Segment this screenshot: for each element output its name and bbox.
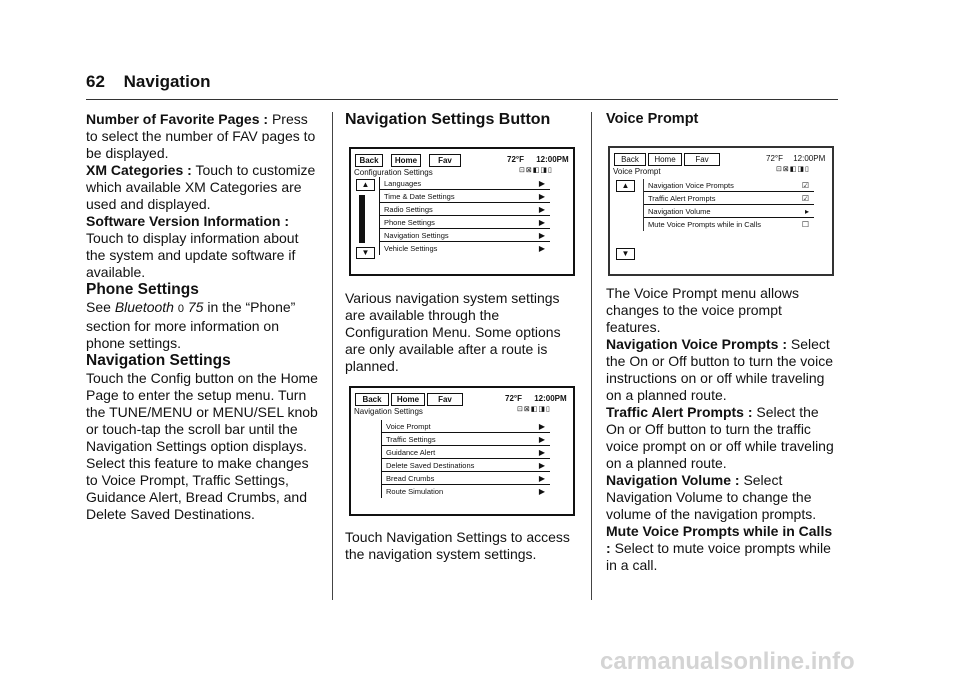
menu-item-label: Navigation Volume xyxy=(648,207,711,216)
traffic-alert-label: Traffic Alert Prompts : xyxy=(606,404,753,420)
column-2-text-1 xyxy=(345,290,577,375)
fav-button[interactable]: Fav xyxy=(684,153,720,166)
status-icons: ⊡⊠◧◨▯ xyxy=(517,406,551,413)
home-button[interactable]: Home xyxy=(391,154,421,167)
status-readout xyxy=(505,393,567,404)
software-version-label: Software Version Information : xyxy=(86,213,290,229)
chevron-right-icon: ▶ xyxy=(538,205,545,214)
menu-item-label: Route Simulation xyxy=(386,487,444,496)
nav-volume-desc: Select Navigation Volume to change the volume of the navigation prompts. xyxy=(606,472,817,522)
voice-prompt-intro: The Voice Prompt menu allows changes to the voice prompt features. xyxy=(606,285,799,335)
screen-title: Configuration Settings xyxy=(354,168,433,177)
menu-item[interactable] xyxy=(382,485,550,498)
clock: 12:00PM xyxy=(793,154,826,163)
mute-prompts-entry xyxy=(606,523,840,574)
nav-settings-button-heading: Navigation Settings Button xyxy=(345,111,551,128)
home-button[interactable]: Home xyxy=(391,393,425,406)
page-number: 62 xyxy=(86,72,105,91)
nav-voice-prompts-desc: Select the On or Off button to turn the voice instructions on or off while traveling on a planned route. xyxy=(606,336,833,403)
chevron-right-icon: ▶ xyxy=(538,474,545,483)
chevron-right-icon: ▶ xyxy=(538,192,545,201)
menu-item[interactable] xyxy=(382,459,550,472)
menu-item-label: Time & Date Settings xyxy=(384,192,455,201)
chevron-right-icon: ▶ xyxy=(538,179,545,188)
bluetooth-link[interactable]: Bluetooth xyxy=(114,299,174,315)
checkbox-unchecked-icon[interactable]: ☐ xyxy=(801,220,809,229)
temperature: 72°F xyxy=(507,155,524,164)
traffic-alert-desc: Select the On or Off button to turn the traffic voice prompt on or off while traveling on a planned route. xyxy=(606,404,834,471)
back-button[interactable]: Back xyxy=(355,154,383,167)
menu-item[interactable] xyxy=(644,192,814,205)
menu-item-label: Traffic Alert Prompts xyxy=(648,194,716,203)
column-3-heading-wrap xyxy=(606,111,838,127)
voice-prompt-menu xyxy=(643,179,814,231)
clock: 12:00PM xyxy=(534,394,567,403)
page-ref-symbol: 0 xyxy=(177,303,184,315)
phone-settings-text xyxy=(86,299,318,352)
phone-desc: in the “Phone” section for more information on phone settings. xyxy=(86,299,296,351)
status-icons: ⊡⊠◧◨▯ xyxy=(776,166,810,173)
fav-pages-desc: Press to select the number of FAV pages to be displayed. xyxy=(86,111,316,161)
back-button[interactable]: Back xyxy=(355,393,389,406)
chevron-right-icon: ▶ xyxy=(538,448,545,457)
menu-item[interactable] xyxy=(382,472,550,485)
menu-item-label: Navigation Voice Prompts xyxy=(648,181,734,190)
menu-item-label: Vehicle Settings xyxy=(384,244,438,253)
screen-title: Navigation Settings xyxy=(354,407,423,416)
menu-item-label: Radio Settings xyxy=(384,205,433,214)
menu-item[interactable] xyxy=(382,433,550,446)
column-1 xyxy=(86,111,318,523)
temperature: 72°F xyxy=(505,394,522,403)
chevron-right-icon: ▶ xyxy=(538,487,545,496)
scroll-bar[interactable] xyxy=(359,195,365,243)
config-menu-paragraph: Various navigation system settings are available through the Configuration Menu. Some options are only available after a route is planned. xyxy=(345,290,561,374)
navigation-settings-screenshot xyxy=(349,386,575,516)
status-icons: ⊡⊠◧◨▯ xyxy=(519,167,553,174)
chevron-right-icon: ▶ xyxy=(538,244,545,253)
mute-prompts-desc: Select to mute voice prompts while in a call. xyxy=(606,540,831,573)
menu-item-label: Voice Prompt xyxy=(386,422,431,431)
menu-item-label: Phone Settings xyxy=(384,218,435,227)
software-version-desc: Touch to display information about the system and update software if available. xyxy=(86,230,299,280)
column-2 xyxy=(345,111,577,129)
config-menu xyxy=(379,177,550,255)
page-header xyxy=(86,72,211,92)
nav-voice-prompts-entry xyxy=(606,336,840,404)
chevron-right-icon: ▶ xyxy=(538,218,545,227)
menu-item[interactable] xyxy=(380,203,550,216)
phone-settings-heading: Phone Settings xyxy=(86,281,199,298)
scroll-down-button[interactable]: ▼ xyxy=(616,248,635,260)
column-divider-1 xyxy=(332,112,333,600)
nav-voice-prompts-label: Navigation Voice Prompts : xyxy=(606,336,787,352)
menu-item-label: Delete Saved Destinations xyxy=(386,461,475,470)
menu-item-label: Bread Crumbs xyxy=(386,474,435,483)
header-rule xyxy=(86,99,838,100)
voice-prompt-screenshot xyxy=(608,146,834,276)
fav-pages-entry xyxy=(86,111,318,162)
menu-item[interactable] xyxy=(644,179,814,192)
chevron-right-icon: ▶ xyxy=(538,461,545,470)
column-3 xyxy=(606,285,840,574)
fav-button[interactable]: Fav xyxy=(429,154,461,167)
nav-volume-label: Navigation Volume : xyxy=(606,472,740,488)
scroll-down-button[interactable]: ▼ xyxy=(356,247,375,259)
column-2-text-2 xyxy=(345,529,577,563)
menu-item[interactable] xyxy=(644,218,814,231)
screen-title: Voice Prompt xyxy=(613,167,661,176)
checkbox-checked-icon[interactable]: ☑ xyxy=(801,194,809,203)
menu-item[interactable] xyxy=(380,242,550,255)
chevron-right-icon: ▶ xyxy=(538,435,545,444)
xm-categories-desc: Touch to customize which available XM Categories are used and displayed. xyxy=(86,162,316,212)
status-readout xyxy=(766,153,825,164)
menu-item[interactable] xyxy=(380,229,550,242)
configuration-settings-screenshot xyxy=(349,147,575,276)
chevron-right-icon: ▶ xyxy=(538,231,545,240)
section-title: Navigation xyxy=(123,72,211,91)
voice-prompt-heading: Voice Prompt xyxy=(606,111,699,127)
menu-item-label: Languages xyxy=(384,179,422,188)
status-readout xyxy=(507,154,569,165)
menu-item[interactable] xyxy=(380,190,550,203)
chevron-right-icon: ▶ xyxy=(538,422,545,431)
menu-item-label: Guidance Alert xyxy=(386,448,436,457)
column-divider-2 xyxy=(591,112,592,600)
phone-see: See xyxy=(86,299,111,315)
checkbox-checked-icon[interactable]: ☑ xyxy=(801,181,809,190)
fav-pages-label: Number of Favorite Pages : xyxy=(86,111,269,127)
clock: 12:00PM xyxy=(536,155,569,164)
nav-settings-paragraph: Touch Navigation Settings to access the navigation system settings. xyxy=(345,529,570,562)
menu-item[interactable] xyxy=(382,446,550,459)
menu-item[interactable] xyxy=(644,205,814,218)
navigation-settings-heading: Navigation Settings xyxy=(86,352,231,369)
mute-prompts-label: Mute Voice Prompts while in Calls : xyxy=(606,523,833,556)
back-button[interactable]: Back xyxy=(614,153,646,166)
navigation-settings-text: Touch the Config button on the Home Page to enter the setup menu. Turn the TUNE/MENU or MENU/SEL knob or touch-tap the scroll bar until the Navigation Settings option displays. Select this feature to make changes to Voice Prompt, Traffic Settings, Guidance Alert, Bread Crumbs, and Delete Saved Destinations. xyxy=(86,370,318,522)
traffic-alert-entry xyxy=(606,404,840,472)
temperature: 72°F xyxy=(766,154,783,163)
fav-button[interactable]: Fav xyxy=(427,393,463,406)
watermark: carmanualsonline.info xyxy=(600,648,855,675)
menu-item[interactable] xyxy=(382,420,550,433)
menu-item-label: Mute Voice Prompts while in Calls xyxy=(648,220,761,229)
xm-categories-label: XM Categories : xyxy=(86,162,192,178)
menu-item-label: Navigation Settings xyxy=(384,231,449,240)
nav-volume-entry xyxy=(606,472,840,523)
scroll-up-button[interactable]: ▲ xyxy=(616,180,635,192)
xm-categories-entry xyxy=(86,162,318,213)
menu-item[interactable] xyxy=(380,177,550,190)
chevron-right-icon: ▸ xyxy=(804,207,809,216)
nav-settings-menu xyxy=(381,420,550,498)
menu-item[interactable] xyxy=(380,216,550,229)
scroll-up-button[interactable]: ▲ xyxy=(356,179,375,191)
menu-item-label: Traffic Settings xyxy=(386,435,436,444)
home-button[interactable]: Home xyxy=(648,153,682,166)
software-version-entry xyxy=(86,213,318,281)
page-ref[interactable]: 75 xyxy=(187,299,204,315)
